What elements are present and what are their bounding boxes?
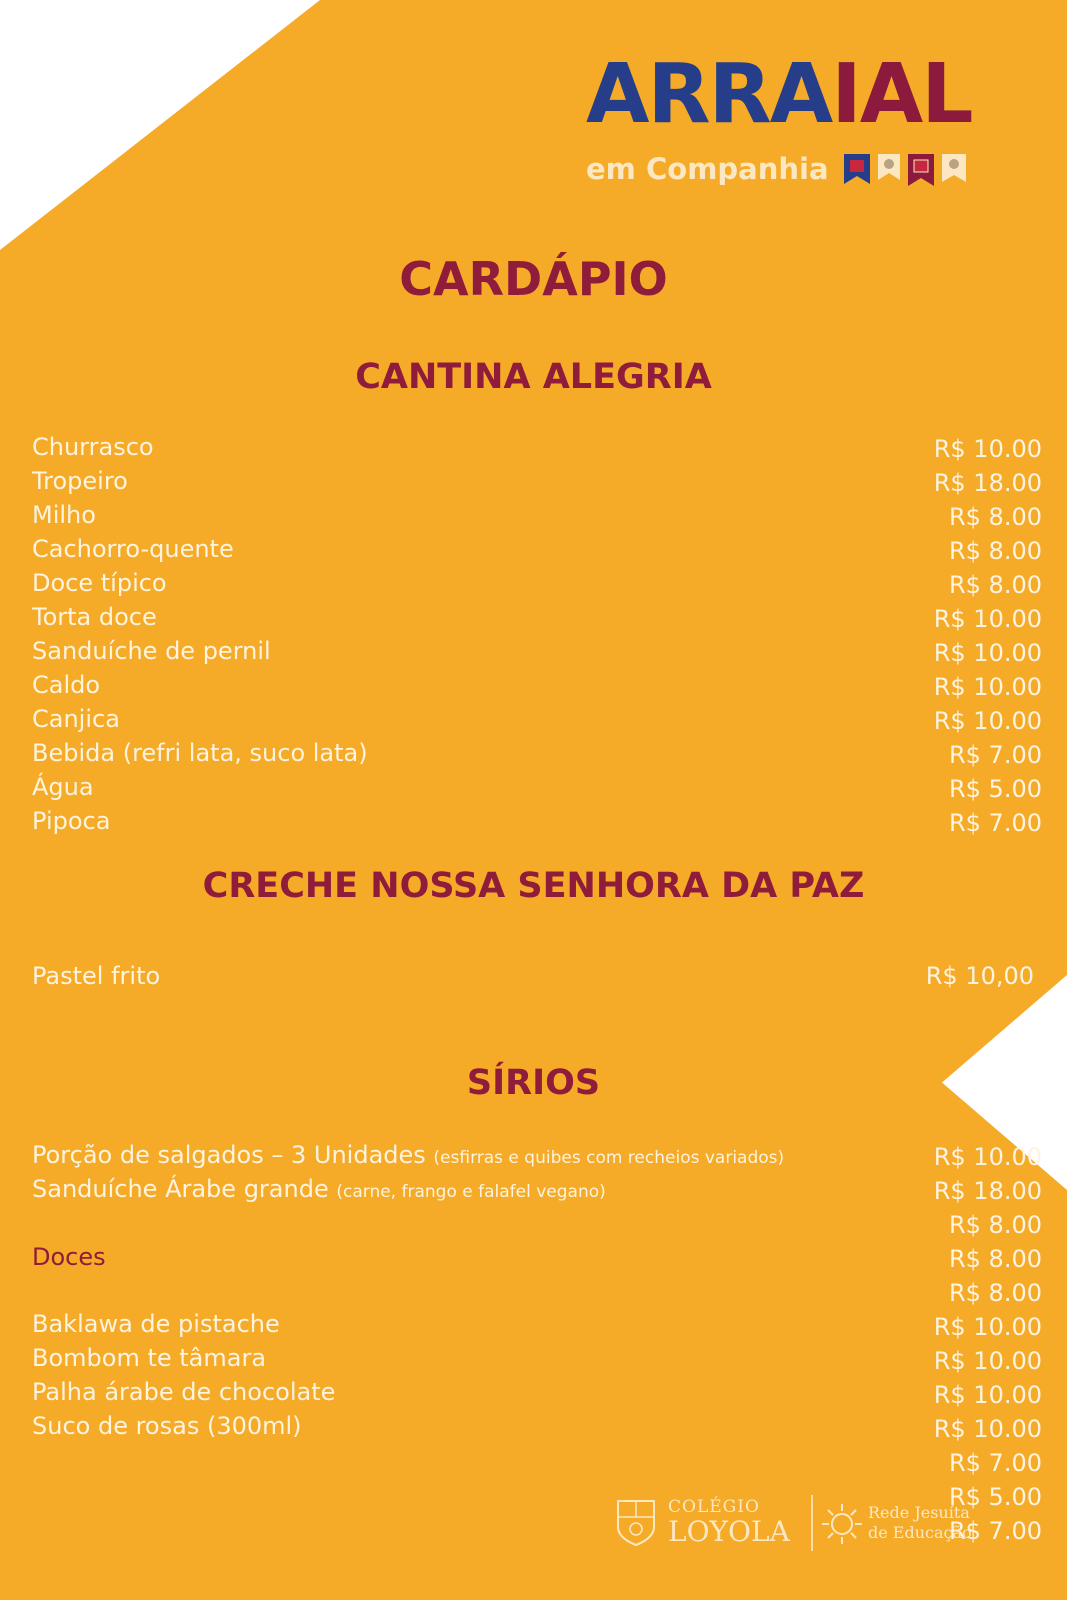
footer-logos — [616, 1495, 976, 1555]
item-price: R$ 5.00 — [948, 1483, 1042, 1511]
item-price: R$ 7.00 — [948, 1517, 1042, 1545]
list-item: Baklawa de pistache — [32, 1310, 280, 1338]
item-note: (esfirras e quibes com recheios variados) — [433, 1148, 785, 1168]
item-price: R$ 8.00 — [948, 571, 1042, 599]
item-price: R$ 10.00 — [933, 1381, 1042, 1409]
logo-wordmark — [586, 47, 972, 142]
item-price: R$ 7.00 — [948, 1449, 1042, 1477]
loyola-shield-icon — [616, 1499, 656, 1547]
item-price: R$ 18.00 — [933, 1177, 1042, 1205]
school-name-line2: LOYOLA — [668, 1515, 790, 1548]
item-price: R$ 8.00 — [948, 537, 1042, 565]
item-price: R$ 10.00 — [933, 707, 1042, 735]
bunting-flags-icon — [842, 150, 992, 190]
list-item: Pipoca — [32, 807, 111, 835]
list-item: Caldo — [32, 671, 101, 699]
item-price: R$ 10.00 — [933, 639, 1042, 667]
item-price: R$ 8.00 — [948, 1211, 1042, 1239]
footer-divider — [811, 1495, 813, 1551]
item-price: R$ 18.00 — [933, 469, 1042, 497]
list-item: Bombom te tâmara — [32, 1344, 267, 1372]
subsection-label-doces: Doces — [32, 1243, 106, 1271]
item-note: (carne, frango e falafel vegano) — [336, 1182, 606, 1202]
list-item — [32, 1174, 606, 1207]
item-price: R$ 8.00 — [948, 503, 1042, 531]
item-price: R$ 8.00 — [948, 1279, 1042, 1307]
logo-word-part2: IAL — [831, 47, 972, 142]
list-item: Milho — [32, 501, 96, 529]
network-name-line1: Rede Jesuíta — [868, 1503, 970, 1522]
item-name: Sanduíche Árabe grande — [32, 1175, 329, 1203]
logo-subtitle: em Companhia — [586, 152, 829, 186]
section-title-cantina: CANTINA ALEGRIA — [355, 357, 712, 397]
list-item — [32, 1140, 784, 1173]
list-item: Cachorro-quente — [32, 535, 234, 563]
list-item: Água — [32, 773, 94, 801]
item-price: R$ 7.00 — [948, 741, 1042, 769]
item-name: Porção de salgados – 3 Unidades — [32, 1141, 426, 1169]
item-price: R$ 10.00 — [933, 1143, 1042, 1171]
section-title-creche: CRECHE NOSSA SENHORA DA PAZ — [202, 866, 865, 906]
list-item: Churrasco — [32, 433, 154, 461]
item-price: R$ 10,00 — [925, 962, 1034, 990]
arraial-logo — [586, 47, 1006, 200]
list-item: Suco de rosas (300ml) — [32, 1412, 302, 1440]
item-price: R$ 5.00 — [948, 775, 1042, 803]
list-item: Palha árabe de chocolate — [32, 1378, 336, 1406]
white-corner-top-left — [0, 0, 320, 250]
list-item: Sanduíche de pernil — [32, 637, 271, 665]
logo-word-part1: ARRA — [586, 47, 832, 142]
item-price: R$ 10.00 — [933, 1347, 1042, 1375]
item-price: R$ 8.00 — [948, 1245, 1042, 1273]
item-price: R$ 10.00 — [933, 1415, 1042, 1443]
list-item: Tropeiro — [32, 467, 128, 495]
list-item: Torta doce — [32, 603, 157, 631]
list-item: Doce típico — [32, 569, 167, 597]
network-name — [868, 1503, 972, 1543]
network-name-line2: de Educação — [868, 1523, 972, 1542]
item-price: R$ 10.00 — [933, 605, 1042, 633]
list-item: Canjica — [32, 705, 120, 733]
item-price: R$ 10.00 — [933, 673, 1042, 701]
item-price: R$ 10.00 — [933, 1313, 1042, 1341]
item-price: R$ 10.00 — [933, 435, 1042, 463]
sun-emblem-icon — [821, 1503, 863, 1545]
page-title: CARDÁPIO — [399, 252, 668, 306]
list-item: Pastel frito — [32, 962, 161, 990]
section-title-sirios: SÍRIOS — [466, 1063, 601, 1103]
list-item: Bebida (refri lata, suco lata) — [32, 739, 368, 767]
item-price: R$ 7.00 — [948, 809, 1042, 837]
school-name-line1: COLÉGIO — [668, 1497, 760, 1517]
